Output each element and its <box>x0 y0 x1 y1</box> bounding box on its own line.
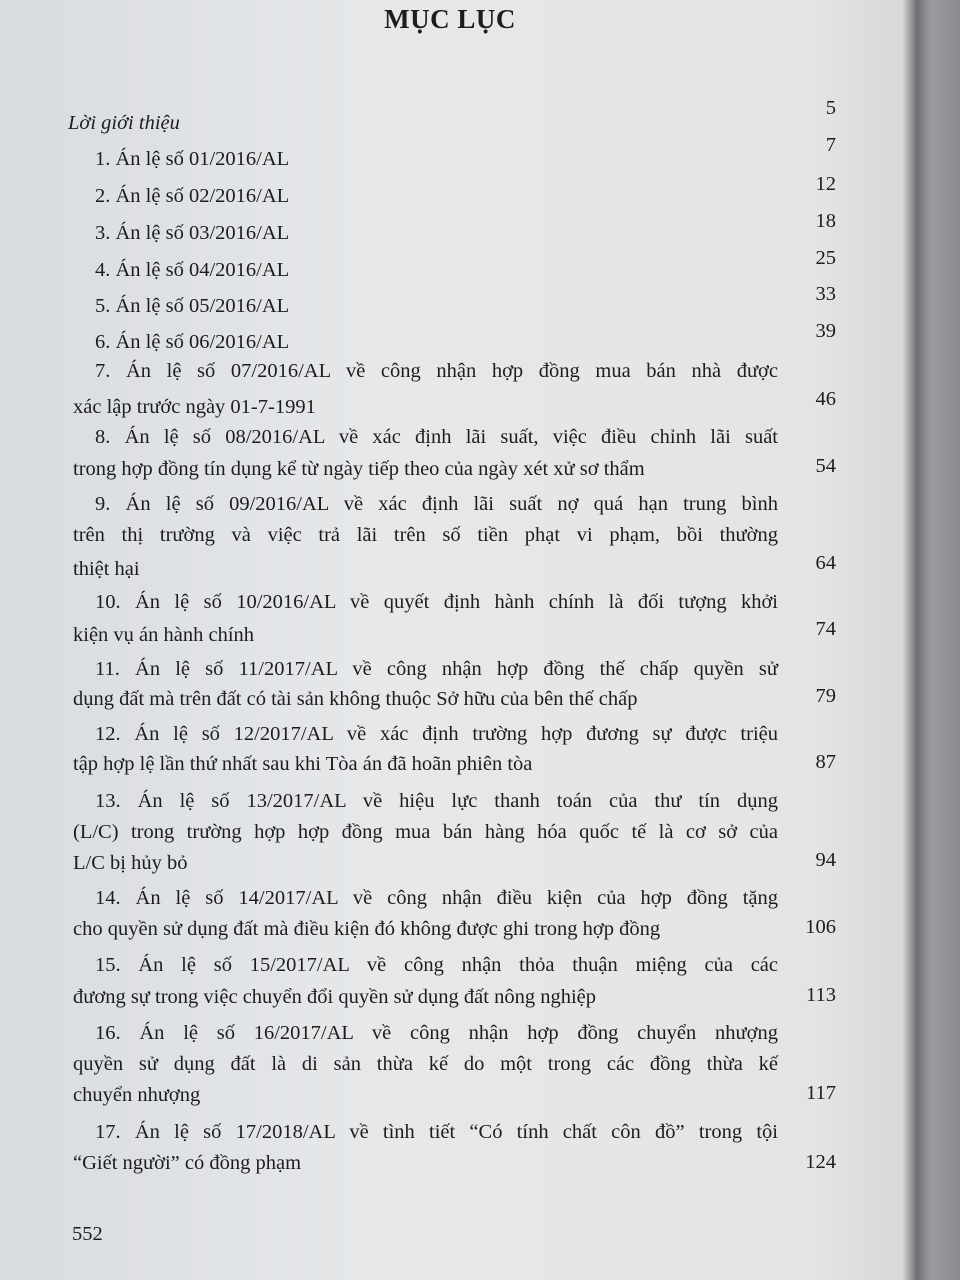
toc-entry-line: 6. Án lệ số 06/2016/AL <box>95 331 290 353</box>
toc-entry-line: chuyển nhượng <box>73 1084 201 1106</box>
toc-entry-page: 39 <box>815 320 836 342</box>
toc-entry-line: 4. Án lệ số 04/2016/AL <box>95 259 290 281</box>
toc-entry-line: 16. Án lệ số 16/2017/AL về công nhận hợp đồng chuyển nhượng <box>95 1022 778 1044</box>
toc-entry-line: 12. Án lệ số 12/2017/AL về xác định trường hợp đương sự được triệu <box>95 723 778 745</box>
toc-entry-page: 54 <box>815 455 836 477</box>
toc-entry-line: 2. Án lệ số 02/2016/AL <box>95 185 290 207</box>
toc-entry-line: 15. Án lệ số 15/2017/AL về công nhận thỏa thuận miệng của các <box>95 954 778 976</box>
toc-entry-line: 14. Án lệ số 14/2017/AL về công nhận điều kiện của hợp đồng tặng <box>95 887 778 909</box>
toc-entry-line: thiệt hại <box>73 558 140 580</box>
toc-entry-line: quyền sử dụng đất là di sản thừa kế do một trong các đồng thừa kế <box>73 1053 778 1075</box>
toc-entry-line: kiện vụ án hành chính <box>73 624 255 646</box>
toc-entry-line: “Giết người” có đồng phạm <box>73 1152 302 1174</box>
toc-intro-label: Lời giới thiệu <box>68 112 180 134</box>
toc-entry-page: 106 <box>805 916 836 938</box>
toc-entry-page: 64 <box>815 552 836 574</box>
toc-entry-page: 117 <box>806 1082 836 1104</box>
toc-entry-page: 33 <box>815 283 836 305</box>
toc-entry-line: 10. Án lệ số 10/2016/AL về quyết định hành chính là đối tượng khởi <box>95 591 778 613</box>
toc-entry-line: 9. Án lệ số 09/2016/AL về xác định lãi suất nợ quá hạn trung bình <box>95 493 778 515</box>
toc-entry-line: 5. Án lệ số 05/2016/AL <box>95 295 290 317</box>
toc-entry-page: 87 <box>815 751 836 773</box>
toc-intro-page: 5 <box>825 97 836 119</box>
toc-entry-line: 17. Án lệ số 17/2018/AL về tình tiết “Có tính chất côn đồ” trong tội <box>95 1121 778 1143</box>
toc-entry-line: (L/C) trong trường hợp hợp đồng mua bán hàng hóa quốc tế là cơ sở của <box>73 821 778 843</box>
toc-entry-line: 7. Án lệ số 07/2016/AL về công nhận hợp đồng mua bán nhà được <box>95 360 778 382</box>
toc-entry-line: L/C bị hủy bỏ <box>73 852 188 874</box>
toc-entry-line: đương sự trong việc chuyển đổi quyền sử dụng đất nông nghiệp <box>73 986 597 1008</box>
toc-entry-line: xác lập trước ngày 01-7-1991 <box>73 396 316 418</box>
page-number: 552 <box>72 1223 103 1245</box>
toc-entry-page: 18 <box>815 210 836 232</box>
toc-entry-page: 12 <box>815 173 836 195</box>
toc-entry-page: 46 <box>815 388 836 410</box>
toc-entry-line: 3. Án lệ số 03/2016/AL <box>95 222 290 244</box>
toc-entry-page: 74 <box>815 618 836 640</box>
toc-entry-line: trên thị trường và việc trả lãi trên số tiền phạt vi phạm, bồi thường <box>73 524 778 546</box>
toc-entry-page: 124 <box>805 1151 836 1173</box>
toc-entry-line: 13. Án lệ số 13/2017/AL về hiệu lực thanh toán của thư tín dụng <box>95 790 778 812</box>
page-title: MỤC LỤC <box>384 4 516 34</box>
toc-entry-page: 7 <box>825 134 836 156</box>
toc-entry-page: 79 <box>815 685 836 707</box>
toc-entry-page: 94 <box>815 849 836 871</box>
toc-entry-line: dụng đất mà trên đất có tài sản không thuộc Sở hữu của bên thế chấp <box>73 688 638 710</box>
toc-entry-line: 8. Án lệ số 08/2016/AL về xác định lãi suất, việc điều chỉnh lãi suất <box>95 426 778 448</box>
toc-entry-line: cho quyền sử dụng đất mà điều kiện đó không được ghi trong hợp đồng <box>73 918 661 940</box>
toc-entry-page: 25 <box>815 247 836 269</box>
toc-entry-line: 11. Án lệ số 11/2017/AL về công nhận hợp đồng thế chấp quyền sử <box>95 658 778 680</box>
toc-entry-line: trong hợp đồng tín dụng kể từ ngày tiếp theo của ngày xét xử sơ thẩm <box>73 458 645 480</box>
toc-entry-line: tập hợp lệ lần thứ nhất sau khi Tòa án đã hoãn phiên tòa <box>73 753 533 775</box>
toc-entry-line: 1. Án lệ số 01/2016/AL <box>95 148 290 170</box>
toc-entry-page: 113 <box>806 984 836 1006</box>
